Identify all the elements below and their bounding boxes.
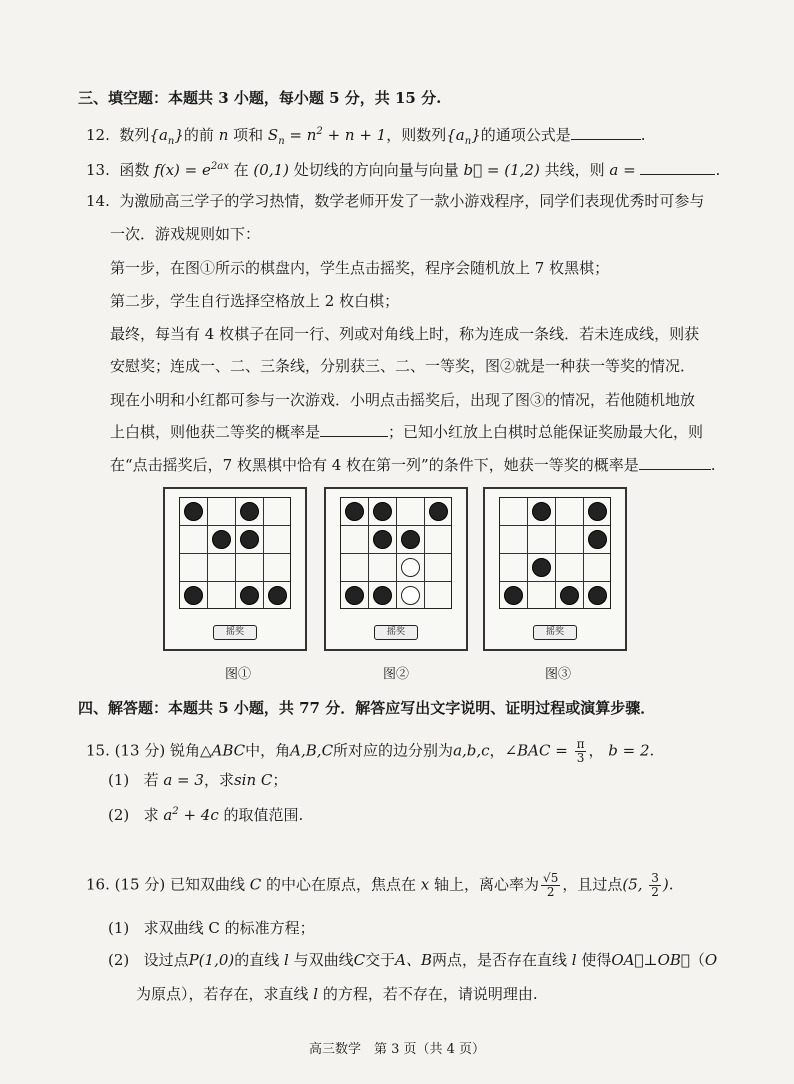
q16-text: 交于 bbox=[365, 951, 396, 969]
q14-line2: 一次．游戏规则如下： bbox=[110, 225, 261, 243]
black-stone bbox=[532, 502, 551, 521]
q16-text: 两点，是否存在直线 bbox=[431, 951, 567, 969]
q16-text: 的中心在原点，焦点在 bbox=[266, 875, 417, 894]
q14-line3: 第一步，在图①所示的棋盘内，学生点击摇奖，程序会随机放上 7 枚黑棋； bbox=[110, 259, 610, 277]
board-grid bbox=[179, 497, 291, 609]
q15-text: ，求 bbox=[203, 771, 234, 789]
q15-text: ， bbox=[489, 741, 505, 760]
game-board bbox=[324, 487, 468, 651]
q16-text: 设过点 bbox=[143, 951, 189, 969]
black-stone bbox=[429, 502, 448, 521]
q15-p2-num: (2) bbox=[108, 806, 130, 824]
q12-text: ，则数列 bbox=[386, 126, 447, 144]
q16-p1-num: (1) bbox=[108, 919, 130, 937]
q16-text: （ bbox=[689, 951, 705, 969]
shake-button[interactable]: 摇奖 bbox=[374, 625, 418, 640]
board-grid bbox=[499, 497, 611, 609]
grid-line bbox=[180, 553, 290, 554]
q14-text: ；已知小红放上白棋时总能保证奖励最大化，则 bbox=[388, 423, 704, 441]
white-stone bbox=[401, 586, 420, 605]
q15-part1: (1) 若 a = 3，求sin C； bbox=[108, 771, 288, 789]
q15-text: 中，角 bbox=[245, 741, 291, 760]
q16-text: 为原点），若存在，求直线 bbox=[136, 985, 309, 1003]
q12-number: 12. bbox=[86, 126, 110, 144]
black-stone bbox=[240, 530, 259, 549]
q16-text: ，且过点 bbox=[562, 875, 623, 894]
answer-blank[interactable] bbox=[571, 125, 641, 140]
q14-line4: 第二步，学生自行选择空格放上 2 枚白棋； bbox=[110, 292, 400, 310]
q16-text: 已知双曲线 bbox=[169, 875, 245, 894]
figure-caption: 图② bbox=[383, 667, 410, 682]
grid-line bbox=[180, 581, 290, 582]
q16-part1 bbox=[108, 918, 315, 938]
q15-text: ； bbox=[272, 771, 288, 789]
q12-text: 的通项公式是 bbox=[480, 126, 571, 144]
grid-line bbox=[341, 581, 451, 582]
q13-number: 13. bbox=[86, 161, 110, 179]
black-stone bbox=[184, 586, 203, 605]
q12-text: 项和 bbox=[233, 126, 264, 144]
black-stone bbox=[560, 586, 579, 605]
figure-caption: 图① bbox=[225, 667, 252, 682]
black-stone bbox=[373, 502, 392, 521]
q15-number: 15. bbox=[86, 741, 110, 760]
q14-text: 为激励高三学子的学习热情，数学老师开发了一款小游戏程序，同学们表现优秀时可参与 bbox=[119, 192, 705, 210]
q15-text: 锐角 bbox=[169, 741, 200, 760]
q14-text: 在“点击摇奖后，7 枚黑棋中恰有 4 枚在第一列”的条件下，她获一等奖的概率是 bbox=[110, 456, 639, 474]
black-stone bbox=[345, 502, 364, 521]
game-board bbox=[163, 487, 307, 651]
question-14-line1 bbox=[86, 191, 704, 211]
answer-blank[interactable] bbox=[639, 455, 711, 470]
black-stone bbox=[588, 586, 607, 605]
question-12: 12. 数列$\{a_n\}$的前 n 项和 $S_n = n^2 + n + 1$，则数列$\{a_n\}$的通项公式是 . bbox=[86, 126, 646, 147]
q15-text: 的取值范围. bbox=[223, 806, 304, 824]
q14-line7: 现在小明和小红都可参与一次游戏．小明点击摇奖后，出现了图③的情况，若他随机地放 bbox=[110, 391, 696, 409]
section3-heading: 三、填空题：本题共 3 小题，每小题 5 分，共 15 分. bbox=[78, 89, 442, 107]
q14-line8 bbox=[110, 422, 703, 442]
question-16: 16. (15 分) 已知双曲线 C 的中心在原点，焦点在 x 轴上，离心率为 $\frac{√5}{2}$ ，且过点(5, $\frac{3}{2}$ ). bbox=[86, 871, 674, 899]
q15-score: (13 分) bbox=[114, 741, 166, 760]
q13-text: 共线，则 bbox=[544, 161, 605, 179]
q16-text: 与双曲线 bbox=[293, 951, 354, 969]
q16-part2: (2) 设过点P(1,0)的直线 l 与双曲线C交于A、B两点，是否存在直线 l 使得OA⃗⊥OB⃗（O bbox=[108, 951, 718, 969]
q13-text: 处切线的方向向量与向量 bbox=[293, 161, 459, 179]
shake-button[interactable]: 摇奖 bbox=[213, 625, 257, 640]
black-stone bbox=[504, 586, 523, 605]
q14-line6: 安慰奖；连成一、二、三条线，分别获三、二、一等奖，图②就是一种获一等奖的情况． bbox=[110, 357, 696, 375]
q15-text: 所对应的边分别为 bbox=[333, 741, 454, 760]
grid-line bbox=[583, 498, 584, 608]
game-board bbox=[483, 487, 627, 651]
q15-p1-num: (1) bbox=[108, 771, 130, 789]
black-stone bbox=[588, 502, 607, 521]
black-stone bbox=[532, 558, 551, 577]
q16-score: (15 分) bbox=[114, 875, 166, 894]
q16-text: 的方程，若不存在，请说明理由. bbox=[322, 985, 538, 1003]
page-footer: 高三数学 第 3 页（共 4 页） bbox=[308, 1042, 486, 1057]
q13-text: 在 bbox=[233, 161, 249, 179]
grid-line bbox=[263, 498, 264, 608]
answer-blank[interactable] bbox=[640, 160, 715, 175]
q15-part2: (2) 求 $a^2 + 4c$ 的取值范围. bbox=[108, 806, 304, 824]
black-stone bbox=[373, 586, 392, 605]
black-stone bbox=[240, 502, 259, 521]
q16-p2-num: (2) bbox=[108, 951, 130, 969]
q16-text: . bbox=[668, 875, 674, 894]
q14-text: . bbox=[710, 456, 716, 474]
black-stone bbox=[373, 530, 392, 549]
black-stone bbox=[588, 530, 607, 549]
question-13: 13. 函数 $f(x) = e^{2ax}$ 在 (0,1) 处切线的方向向量与向量 b⃗ = (1,2) 共线，则 a = . bbox=[86, 161, 721, 179]
q16-text: 轴上，离心率为 bbox=[434, 875, 540, 894]
q16-text: 求双曲线 C 的标准方程； bbox=[143, 919, 315, 937]
q13-text: 函数 bbox=[119, 161, 150, 179]
q16-text: 的直线 bbox=[234, 951, 280, 969]
figure-caption: 图③ bbox=[545, 667, 572, 682]
grid-line bbox=[500, 581, 610, 582]
grid-line bbox=[500, 553, 610, 554]
black-stone bbox=[240, 586, 259, 605]
answer-blank[interactable] bbox=[320, 422, 388, 437]
board-grid bbox=[340, 497, 452, 609]
q15-text: 若 bbox=[143, 771, 159, 789]
q13-text: . bbox=[715, 161, 721, 179]
black-stone bbox=[268, 586, 287, 605]
q14-text: 上白棋，则他获二等奖的概率是 bbox=[110, 423, 321, 441]
q15-text: ， bbox=[588, 741, 604, 760]
q16-text: 使得 bbox=[581, 951, 612, 969]
q15-text: 求 bbox=[143, 806, 159, 824]
black-stone bbox=[212, 530, 231, 549]
q12-text: 的前 bbox=[183, 126, 214, 144]
q14-line9 bbox=[110, 455, 716, 475]
grid-line bbox=[424, 498, 425, 608]
black-stone bbox=[345, 586, 364, 605]
q12-text: 数列 bbox=[119, 126, 150, 144]
white-stone bbox=[401, 558, 420, 577]
q16-part2-line2: 为原点），若存在，求直线 l 的方程，若不存在，请说明理由. bbox=[136, 985, 538, 1003]
shake-button[interactable]: 摇奖 bbox=[533, 625, 577, 640]
q16-number: 16. bbox=[86, 875, 110, 894]
q12-text: . bbox=[640, 126, 646, 144]
q14-line5: 最终，每当有 4 枚棋子在同一行、列或对角线上时，称为连成一条线．若未连成线，则获 bbox=[110, 325, 700, 343]
q15-text: . bbox=[649, 741, 655, 760]
section4-heading: 四、解答题：本题共 5 小题，共 77 分．解答应写出文字说明、证明过程或演算步骤． bbox=[78, 699, 656, 717]
black-stone bbox=[401, 530, 420, 549]
grid-line bbox=[341, 553, 451, 554]
black-stone bbox=[184, 502, 203, 521]
question-15: 15. (13 分) 锐角△ABC中，角A,B,C所对应的边分别为a,b,c，∠BAC = $\frac{\pi}{3}$ ， b = 2. bbox=[86, 737, 655, 765]
q14-number: 14. bbox=[86, 192, 110, 210]
